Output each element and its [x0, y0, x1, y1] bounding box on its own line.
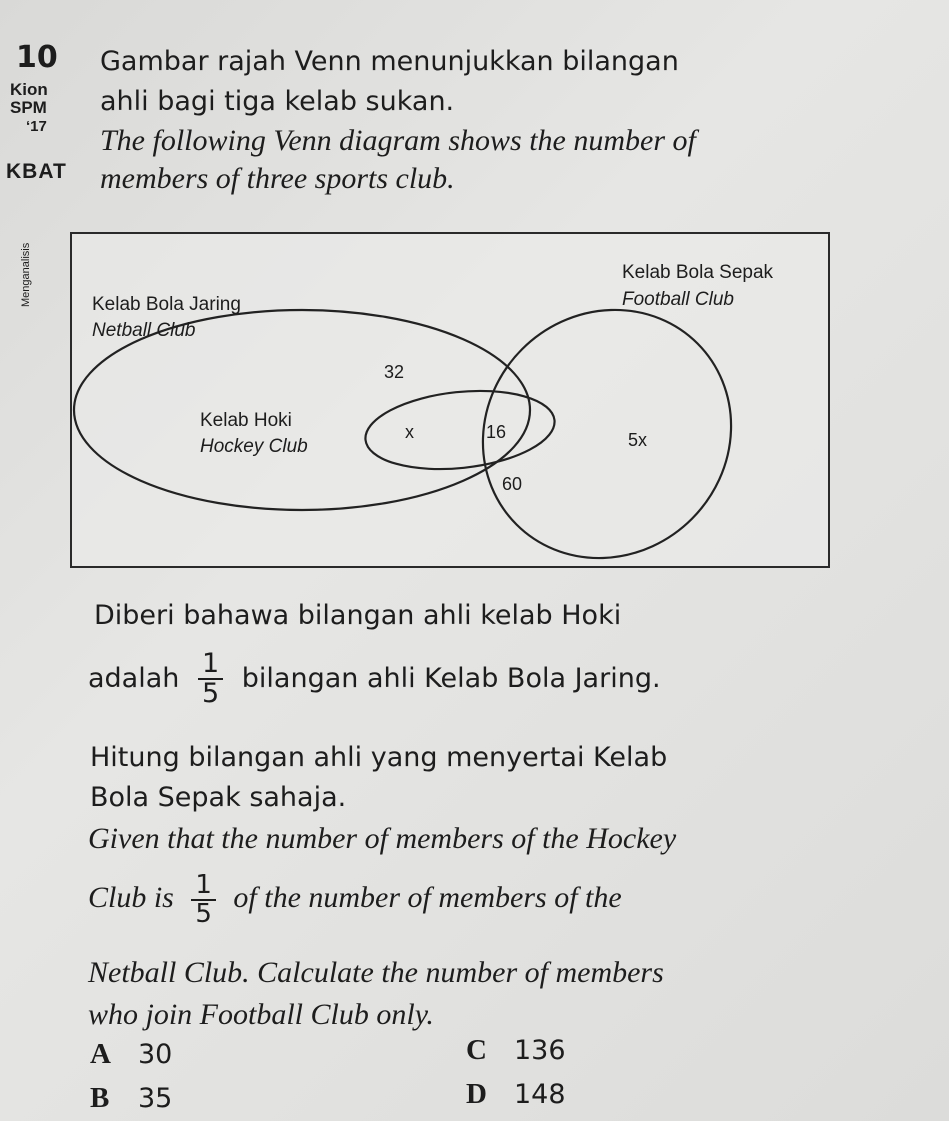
option-d-letter: D — [466, 1078, 487, 1110]
option-d-value: 148 — [514, 1079, 566, 1110]
given-ms-post: bilangan ahli Kelab Bola Jaring. — [241, 662, 661, 694]
given-ms-line-2 — [88, 650, 661, 709]
option-c-letter: C — [466, 1034, 487, 1066]
skill-label — [18, 212, 42, 322]
kbat-tag: KBAT — [6, 160, 67, 183]
fraction-en — [191, 872, 216, 929]
stem-en-line-2: members of three sports club. — [100, 162, 455, 195]
value-hockey-only: x — [405, 422, 414, 442]
question-number: 10 — [16, 40, 58, 75]
option-a[interactable] — [90, 1038, 172, 1071]
skill-label-text: Menganalisis — [20, 242, 32, 307]
value-netball-only: 32 — [384, 362, 405, 382]
fraction-ms-numerator: 1 — [198, 650, 223, 680]
value-netball-football: 60 — [502, 474, 523, 494]
hockey-label-ms: Kelab Hoki — [200, 410, 292, 431]
given-en-line-2 — [88, 872, 622, 929]
stem-ms-line-2: ahli bagi tiga kelab sukan. — [100, 86, 455, 117]
netball-label-en: Netball Club — [92, 320, 196, 341]
football-label-en: Football Club — [622, 289, 734, 310]
fraction-en-denominator: 5 — [195, 899, 212, 930]
football-label-ms: Kelab Bola Sepak — [622, 262, 774, 283]
year-tag: ‘17 — [26, 118, 47, 135]
option-d[interactable] — [466, 1078, 566, 1111]
fraction-en-numerator: 1 — [191, 872, 216, 901]
value-football-only: 5x — [628, 430, 648, 450]
hockey-label-en: Hockey Club — [200, 436, 308, 457]
given-en-line-1: Given that the number of members of the Hockey — [88, 822, 677, 855]
option-c-value: 136 — [514, 1035, 566, 1066]
given-en-line-3: Netball Club. Calculate the number of members — [88, 956, 664, 989]
kion-tag: Kion — [10, 80, 48, 99]
option-b[interactable] — [90, 1082, 172, 1115]
option-b-letter: B — [90, 1082, 110, 1114]
given-ms-line-4: Bola Sepak sahaja. — [90, 782, 347, 813]
option-c[interactable] — [466, 1034, 566, 1067]
stem-ms-line-1: Gambar rajah Venn menunjukkan bilangan — [100, 46, 679, 77]
venn-diagram — [70, 232, 830, 568]
given-ms-line-1: Diberi bahawa bilangan ahli kelab Hoki — [94, 600, 622, 631]
stem-en-line-1: The following Venn diagram shows the number of — [100, 124, 696, 157]
given-en-post: of the number of members of the — [233, 881, 622, 915]
option-a-letter: A — [90, 1038, 111, 1070]
given-en-pre: Club is — [88, 881, 174, 915]
given-ms-pre: adalah — [88, 662, 180, 694]
fraction-ms-denominator: 5 — [201, 678, 220, 710]
spm-tag: SPM — [10, 98, 47, 117]
netball-label-ms: Kelab Bola Jaring — [92, 294, 241, 315]
given-en-line-4: who join Football Club only. — [88, 998, 434, 1031]
option-a-value: 30 — [138, 1039, 173, 1070]
given-ms-line-3: Hitung bilangan ahli yang menyertai Kelab — [90, 742, 668, 773]
fraction-ms — [198, 650, 223, 709]
value-all-three: 16 — [486, 422, 507, 442]
option-b-value: 35 — [138, 1083, 173, 1114]
